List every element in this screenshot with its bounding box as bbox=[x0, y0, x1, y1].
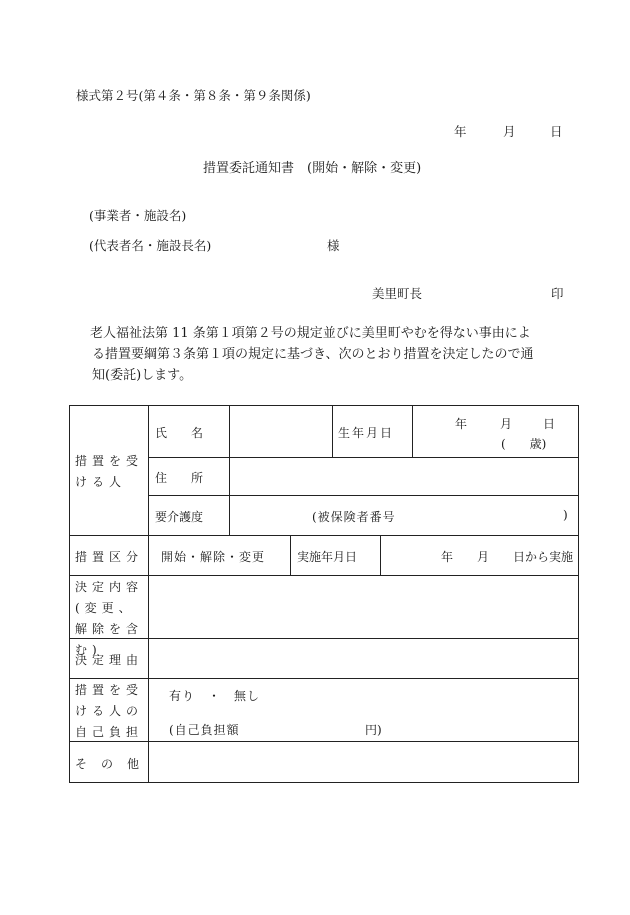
person-label: 措置を受ける人 bbox=[75, 454, 144, 489]
date-month-label: 月 bbox=[503, 124, 516, 139]
document-title: 措置委託通知書 (開始・解除・変更) bbox=[203, 161, 422, 176]
body-paragraph bbox=[90, 323, 580, 386]
table-border bbox=[578, 405, 579, 783]
other-field[interactable] bbox=[149, 742, 578, 782]
table-border bbox=[69, 405, 70, 783]
self-burden-label: 措置を受ける人の自己負担 bbox=[75, 683, 144, 739]
other-label: そ の 他 bbox=[75, 757, 141, 771]
date-year-label: 年 bbox=[454, 124, 467, 139]
addressee-honorific: 様 bbox=[327, 238, 340, 253]
burden-unit: 円) bbox=[365, 723, 382, 737]
column-divider bbox=[412, 405, 413, 457]
column-divider bbox=[290, 535, 291, 575]
care-level-label: 要介護度 bbox=[155, 510, 204, 524]
table-border bbox=[69, 405, 579, 406]
decision-reason-label: 決定理由 bbox=[75, 653, 144, 667]
decision-content-label: 決定内容(変更、解除を含む) bbox=[75, 580, 144, 657]
decision-reason-field[interactable] bbox=[149, 639, 578, 678]
address-label: 住 所 bbox=[155, 471, 204, 485]
row-divider bbox=[69, 678, 579, 679]
name-label: 氏 名 bbox=[155, 426, 204, 440]
age-field[interactable]: ( 歳) bbox=[501, 437, 547, 451]
implementation-date-value[interactable]: 年 月 日から実施 bbox=[441, 550, 574, 564]
birth-year-label: 年 bbox=[455, 417, 468, 431]
birth-day-label: 日 bbox=[543, 417, 556, 431]
row-divider bbox=[148, 495, 579, 496]
name-field[interactable] bbox=[230, 407, 332, 457]
burden-options[interactable]: 有り ・ 無し bbox=[169, 689, 261, 703]
implementation-date-label: 実施年月日 bbox=[297, 550, 358, 564]
measure-form-table bbox=[69, 405, 579, 783]
row-divider bbox=[69, 535, 579, 536]
seal-mark: 印 bbox=[551, 286, 564, 301]
body-line: る措置要綱第３条第１項の規定に基づき、次のとおり措置を決定したので通 bbox=[92, 347, 534, 362]
insured-number-field[interactable]: (被保険者番号 bbox=[312, 510, 396, 524]
insured-number-close: ) bbox=[563, 508, 568, 522]
column-divider bbox=[380, 535, 381, 575]
sender-name: 美里町長 bbox=[372, 286, 423, 301]
decision-content-field[interactable] bbox=[149, 576, 578, 638]
body-line: 老人福祉法第 11 条第１項第２号の規定並びに美里町やむを得ない事由によ bbox=[90, 326, 531, 341]
birth-label: 生年月日 bbox=[338, 426, 395, 440]
category-label: 措置区分 bbox=[75, 550, 144, 564]
addressee-business: (事業者・施設名) bbox=[89, 208, 187, 223]
addressee-representative: (代表者名・施設長名) bbox=[89, 238, 212, 253]
table-border bbox=[69, 782, 579, 783]
birth-month-label: 月 bbox=[500, 417, 513, 431]
date-day-label: 日 bbox=[550, 124, 563, 139]
address-field[interactable] bbox=[230, 458, 578, 495]
form-number: 様式第２号(第４条・第８条・第９条関係) bbox=[76, 88, 311, 103]
category-value[interactable]: 開始・解除・変更 bbox=[161, 550, 266, 564]
column-divider bbox=[332, 405, 333, 457]
burden-amount-label: (自己負担額 bbox=[169, 723, 240, 737]
body-line: 知(委託)します。 bbox=[92, 368, 193, 383]
